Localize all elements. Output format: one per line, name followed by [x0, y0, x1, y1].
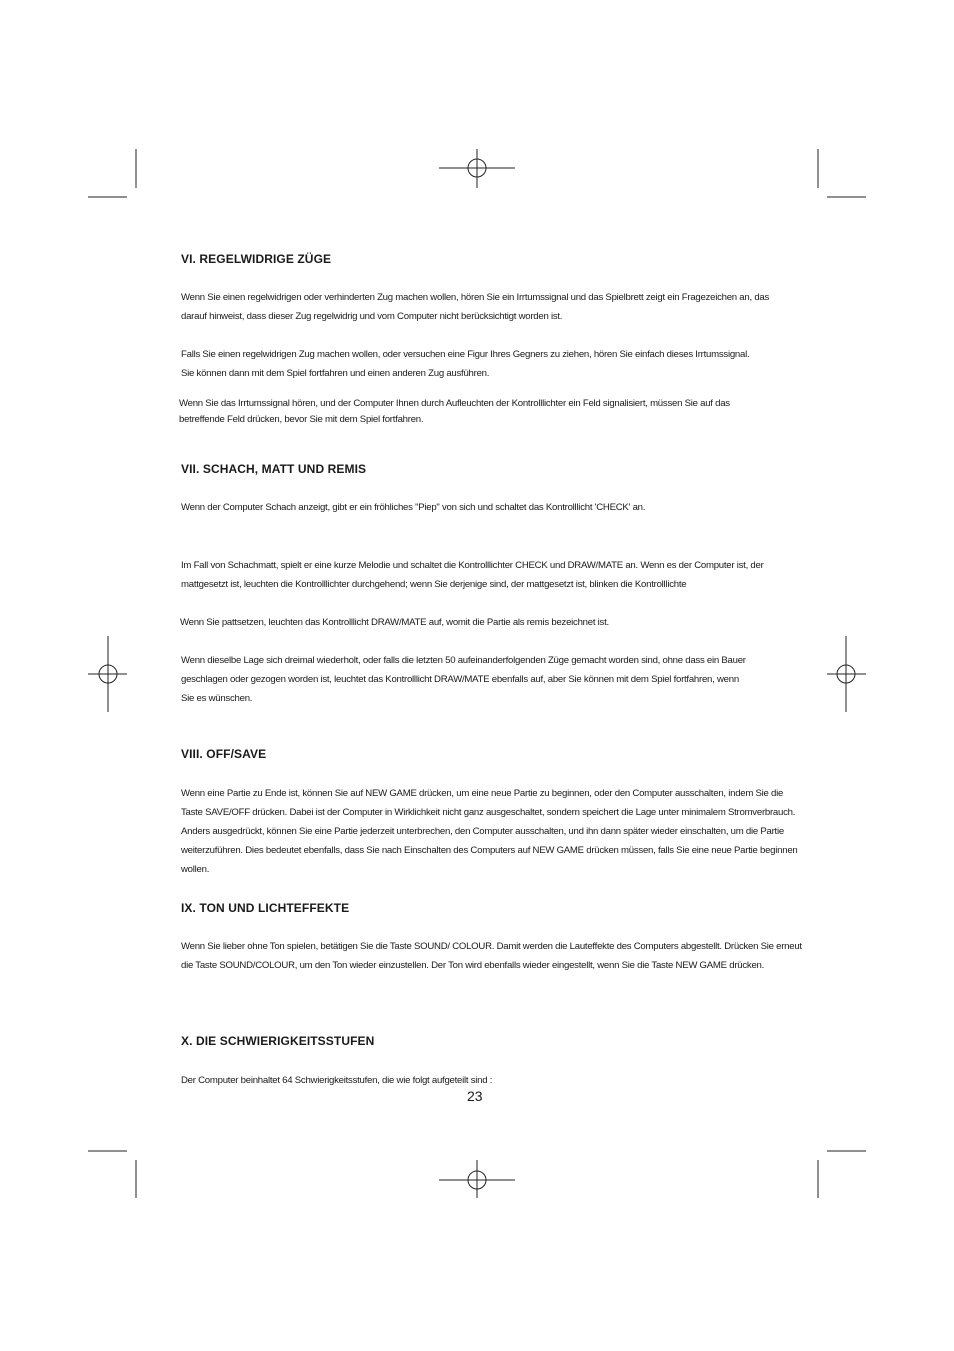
text-line: Sie können dann mit dem Spiel fortfahren und einen anderen Zug ausführen. [181, 368, 490, 379]
section-6-paragraph-1 [181, 288, 769, 326]
section-9-paragraph-1 [181, 937, 802, 975]
section-6-paragraph-3 [179, 396, 730, 428]
section-7-paragraph-2 [181, 556, 764, 594]
section-8-paragraph-1 [181, 784, 798, 879]
text-line: wollen. [181, 864, 210, 875]
registration-mark-bottom [439, 1160, 515, 1198]
text-line: Wenn Sie das Irrtumssignal hören, und der Computer Ihnen durch Aufleuchten der Kontrolllichter ein Feld signalisiert, müssen Sie auf das [179, 398, 730, 409]
text-line: Wenn der Computer Schach anzeigt, gibt er ein fröhliches "Piep" von sich und schaltet das Kontrolllicht 'CHECK' an. [181, 502, 646, 513]
text-line: mattgesetzt ist, leuchten die Kontrolllichter durchgehend; wenn Sie derjenige sind, der mattgesetzt ist, blinken die Kontrolllichte [181, 579, 687, 590]
registration-mark-top [439, 149, 515, 188]
text-line: geschlagen oder gezogen worden ist, leuchtet das Kontrolllicht DRAW/MATE ebenfalls auf, aber Sie können mit dem Spiel fortfahren, wenn [181, 674, 739, 685]
text-line: betreffende Feld drücken, bevor Sie mit dem Spiel fortfahren. [179, 414, 424, 425]
section-7-heading: VII. SCHACH, MATT UND REMIS [181, 462, 367, 476]
text-line: die Taste SOUND/COLOUR, um den Ton wieder einzustellen. Der Ton wird ebenfalls wieder eingestellt, wenn Sie die Taste NEW GAME drücken. [181, 960, 765, 971]
section-7-paragraph-4 [181, 651, 746, 708]
text-line: Der Computer beinhaltet 64 Schwierigkeitsstufen, die wie folgt aufgeteilt sind : [181, 1075, 493, 1086]
section-6-heading: VI. REGELWIDRIGE ZÜGE [181, 252, 332, 266]
section-7-paragraph-3 [180, 613, 609, 632]
registration-mark-right [827, 636, 866, 712]
section-6-paragraph-2 [181, 345, 749, 383]
section-10-heading: X. DIE SCHWIERIGKEITSSTUFEN [181, 1034, 375, 1048]
page-number: 23 [467, 1088, 483, 1104]
text-line: Falls Sie einen regelwidrigen Zug machen wollen, oder versuchen eine Figur Ihres Gegners zu ziehen, hören Sie einfach dieses Irrtumssignal. [181, 349, 750, 360]
text-line: darauf hinweist, dass dieser Zug regelwidrig und vom Computer nicht berücksichtigt worden ist. [181, 311, 563, 322]
section-7-paragraph-1 [181, 498, 645, 517]
text-line: Taste SAVE/OFF drücken. Dabei ist der Computer in Wirklichkeit nicht ganz ausgeschaltet, sondern speichert die Lage unter minimalem Stromverbrauch. [181, 807, 796, 818]
section-8-heading: VIII. OFF/SAVE [181, 747, 267, 761]
text-line: Wenn eine Partie zu Ende ist, können Sie auf NEW GAME drücken, um eine neue Partie zu beginnen, oder den Computer ausschalten, indem Sie die [181, 788, 784, 799]
text-line: Sie es wünschen. [181, 693, 253, 704]
text-line: Wenn Sie einen regelwidrigen oder verhinderten Zug machen wollen, hören Sie ein Irrtumssignal und das Spielbrett zeigt ein Fragezeichen an, das [181, 292, 770, 303]
registration-mark-left [88, 636, 127, 712]
text-line: Anders ausgedrückt, können Sie eine Partie jederzeit unterbrechen, den Computer ausschalten, und ihn dann später wieder einschalten, um die Partie [181, 826, 784, 837]
text-line: Im Fall von Schachmatt, spielt er eine kurze Melodie und schaltet die Kontrolllichter CHECK und DRAW/MATE an. Wenn es der Computer ist, der [181, 560, 764, 571]
section-9-heading: IX. TON UND LICHTEFFEKTE [181, 901, 350, 915]
text-line: Wenn dieselbe Lage sich dreimal wiederholt, oder falls die letzten 50 aufeinanderfolgenden Züge gemacht worden sind, ohne dass ein Bauer [181, 655, 746, 666]
section-10-paragraph-1 [181, 1071, 492, 1090]
text-line: Wenn Sie lieber ohne Ton spielen, betätigen Sie die Taste SOUND/ COLOUR. Damit werden die Lauteffekte des Computers abgestellt. Drücken Sie erneut [181, 941, 802, 952]
text-line: Wenn Sie pattsetzen, leuchten das Kontrolllicht DRAW/MATE auf, womit die Partie als remis bezeichnet ist. [180, 617, 609, 628]
text-line: weiterzuführen. Dies bedeutet ebenfalls, dass Sie nach Einschalten des Computers auf NEW GAME drücken müssen, falls Sie eine neue Partie beginnen [181, 845, 798, 856]
